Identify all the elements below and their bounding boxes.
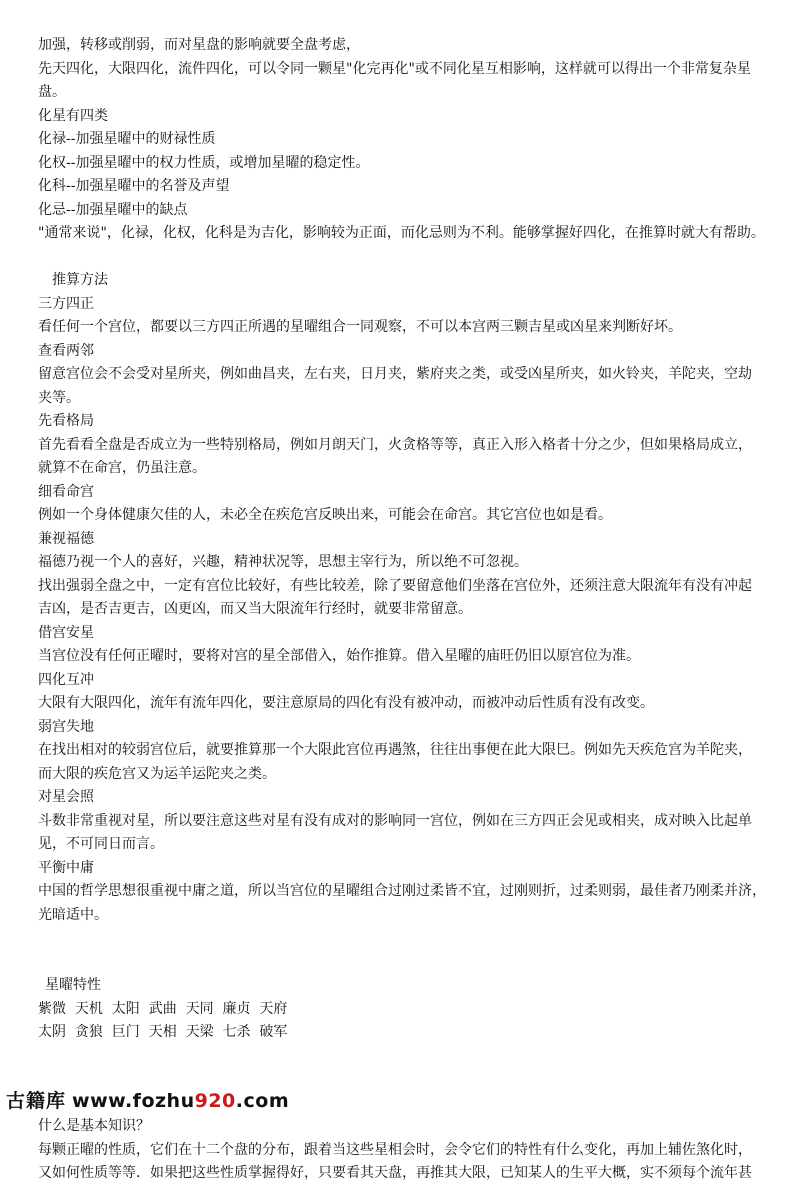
section-heading: 推算方法 <box>52 272 108 288</box>
document-body <box>38 34 768 1186</box>
subsection-heading: 对星会照 <box>38 789 94 805</box>
paragraph-line: 福德乃视一个人的喜好，兴趣，精神状况等，思想主宰行为，所以绝不可忽视。 <box>38 554 528 570</box>
paragraph-line: 先天四化，大限四化，流件四化，可以令同一颗星"化完再化"或不同化星互相影响，这样就可以得出一个非常复杂星 <box>38 60 751 77</box>
subsection-heading: 三方四正 <box>38 295 94 312</box>
paragraph-line: 看任何一个宫位，都要以三方四正所遇的星曜组合一同观察，不可以本宫两三颗吉星或凶星来判断好坏。 <box>38 319 682 335</box>
subsection-heading: 弱宫失地 <box>38 718 94 735</box>
paragraph-line: 留意宫位会不会受对星所夹，例如曲昌夹，左右夹，日月夹，紫府夹之类，或受凶星所夹，如火铃夹，羊陀夹，空劫 <box>38 366 752 382</box>
site-watermark <box>6 1086 289 1114</box>
subsection-heading: 借宫安星 <box>38 624 94 641</box>
paragraph-line: 吉凶，是否吉更吉，凶更凶，而又当大限流年行经时，就要非常留意。 <box>38 601 472 617</box>
section-heading: 什么是基本知识？ <box>38 1118 150 1134</box>
paragraph-line: 见，不可同日而言。 <box>38 836 164 852</box>
star-list-line: 紫微 天机 太阳 武曲 天同 廉贞 天府 <box>38 1000 288 1017</box>
paragraph-line: 找出强弱全盘之中，一定有宫位比较好，有些比较差，除了要留意他们坐落在宫位外，还须注意大限流年有没有冲起 <box>38 577 752 594</box>
site-url <box>72 1090 289 1112</box>
paragraph-line: 夹等。 <box>38 389 80 406</box>
list-item: 化禄--加强星曜中的财禄性质 <box>38 131 216 147</box>
spacer <box>38 927 768 974</box>
subsection-heading: 四化互冲 <box>38 671 94 688</box>
paragraph-line: 斗数非常重视对星，所以要注意这些对星有没有成对的影响同一宫位，例如在三方四正会见或相夹，成对映入比起单 <box>38 812 752 829</box>
paragraph-line: 加强，转移或削弱，而对星盘的影响就要全盘考虑， <box>38 37 360 53</box>
paragraph-line: 首先看看全盘是否成立为一些特别格局，例如月朗天门，火贪格等等，真正入形入格者十分之少，但如果格局成立， <box>38 436 752 453</box>
paragraph-line: "通常来说"，化禄，化权，化科是为吉化，影响较为正面，而化忌则为不利。能够掌握好四化，在推算时就大有帮助。 <box>38 225 765 241</box>
site-url-prefix: www.fozhu <box>72 1090 195 1112</box>
paragraph-line: 大限有大限四化，流年有流年四化，要注意原局的四化有没有被冲动，而被冲动后性质有没有改变。 <box>38 695 654 711</box>
star-list-line: 太阴 贪狼 巨门 天相 天梁 七杀 破军 <box>38 1024 288 1040</box>
paragraph-line: 中国的哲学思想很重视中庸之道，所以当宫位的星曜组合过刚过柔皆不宜，过刚则折，过柔则弱，最佳者乃刚柔并济， <box>38 883 766 899</box>
site-brand: 古籍库 <box>6 1090 67 1112</box>
list-item: 化忌--加强星曜中的缺点 <box>38 201 188 218</box>
list-item: 化权--加强星曜中的权力性质，或增加星曜的稳定性。 <box>38 154 370 171</box>
subsection-heading: 细看命宫 <box>38 483 94 500</box>
paragraph-line: 光暗适中。 <box>38 906 108 923</box>
spacer <box>38 246 768 270</box>
site-url-suffix: .com <box>235 1090 290 1112</box>
paragraph-line: 盘。 <box>38 84 66 100</box>
paragraph-line: 而大限的疾危宫又为运羊运陀夹之类。 <box>38 765 276 782</box>
paragraph-line: 就算不在命宫，仍虽注意。 <box>38 460 206 476</box>
paragraph-line: 每颗正曜的性质，它们在十二个盘的分布，跟着当这些星相会时，会令它们的特性有什么变化，再加上辅佐煞化时， <box>38 1141 752 1158</box>
subsection-heading: 先看格局 <box>38 413 94 429</box>
subsection-heading: 平衡中庸 <box>38 859 94 876</box>
site-url-highlight: 920 <box>194 1090 236 1112</box>
subsection-heading: 兼视福德 <box>38 530 94 547</box>
paragraph-line: 例如一个身体健康欠佳的人，未必全在疾危宫反映出来，可能会在命宫。其它宫位也如是看。 <box>38 507 612 523</box>
section-heading: 化星有四类 <box>38 107 108 124</box>
subsection-heading: 查看两邻 <box>38 342 94 359</box>
paragraph-line: 当宫位没有任何正曜时，要将对宫的星全部借入，始作推算。借入星曜的庙旺仍旧以原宫位为准。 <box>38 648 640 664</box>
section-heading: 星曜特性 <box>45 977 101 993</box>
paragraph-line: 在找出相对的较弱宫位后，就要推算那一个大限此宫位再遇煞，往往出事便在此大限巳。例如先天疾危宫为羊陀夹， <box>38 742 752 758</box>
paragraph-line: 又如何性质等等．如果把这些性质掌握得好，只要看其天盘，再推其大限，已知某人的生平大概，实不须每个流年甚 <box>38 1165 752 1181</box>
list-item: 化科--加强星曜中的名誉及声望 <box>38 178 230 194</box>
